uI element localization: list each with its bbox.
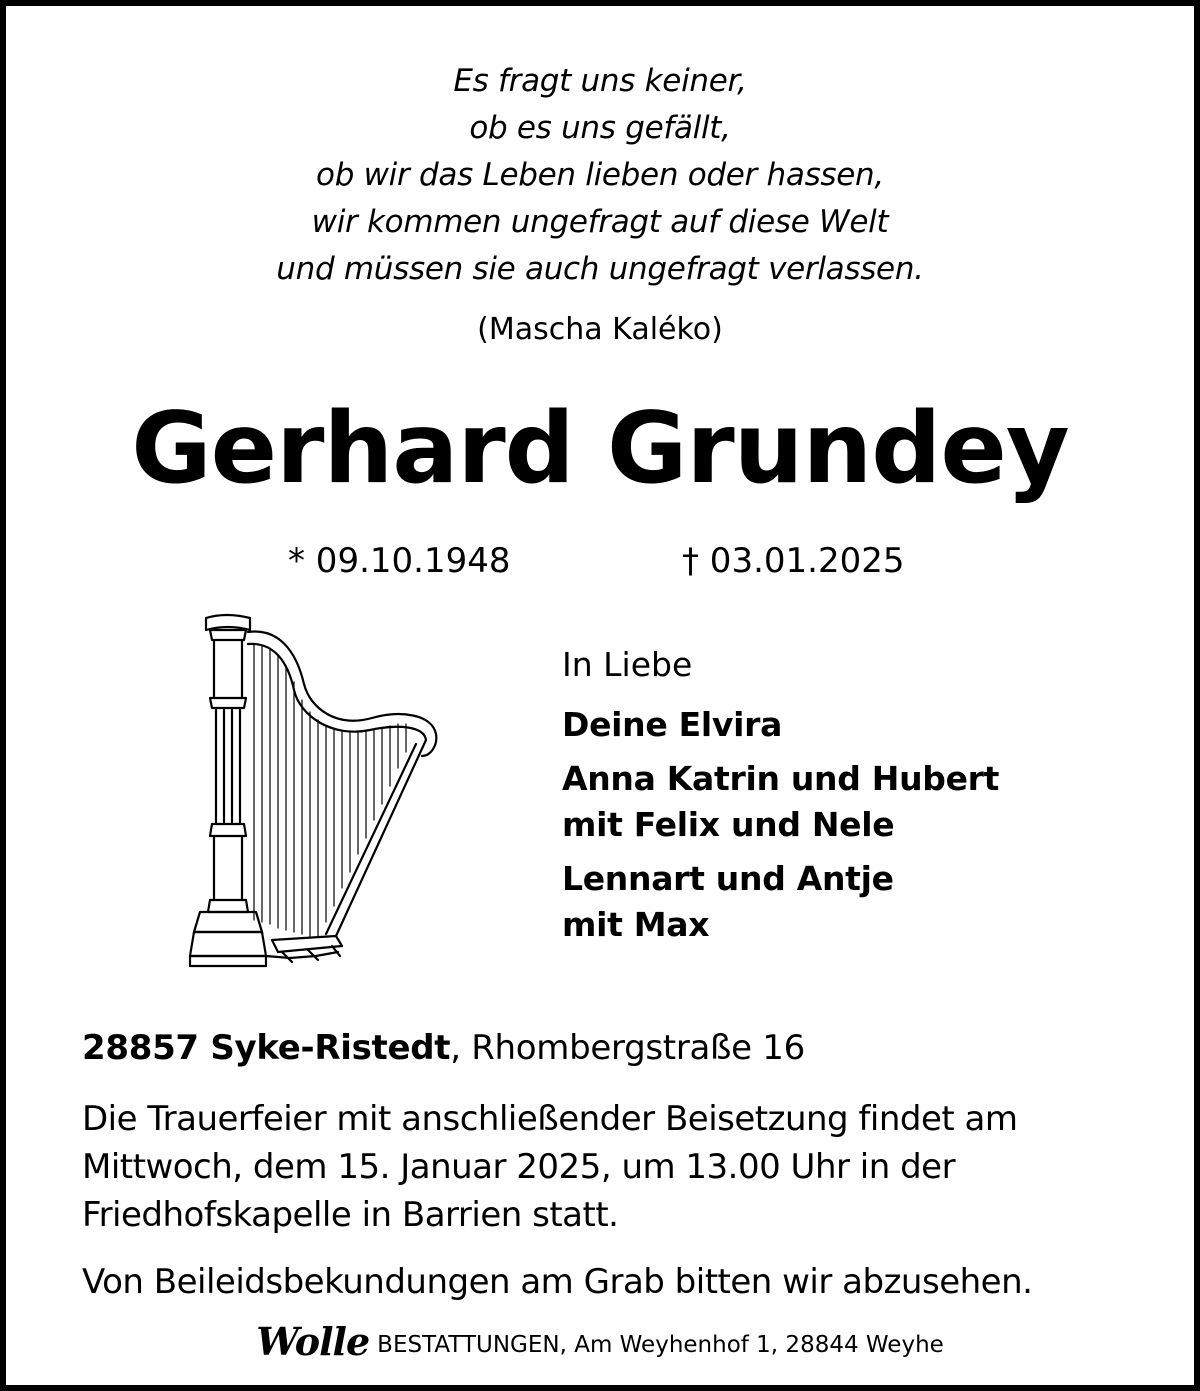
birth-date: * 09.10.1948 — [288, 541, 511, 581]
poem-line: Es fragt uns keiner, — [453, 63, 747, 99]
funeral-home-footer — [6, 1319, 1194, 1365]
mourner-group — [562, 702, 999, 748]
family-address — [82, 1025, 805, 1071]
poem-line: ob es uns gefällt, — [469, 110, 731, 146]
address-city: 28857 Syke-Ristedt — [82, 1028, 451, 1068]
ceremony-line: Friedhofskapelle in Barrien statt. — [82, 1195, 619, 1235]
ceremony-line: Die Trauerfeier mit anschließender Beisetzung findet am — [82, 1099, 1018, 1139]
mourner-name: Anna Katrin und Hubert — [562, 759, 1000, 798]
death-date: † 03.01.2025 — [682, 541, 905, 581]
poem-author: (Mascha Kaléko) — [477, 312, 723, 347]
in-liebe-label: In Liebe — [562, 645, 693, 684]
funeral-home-address: BESTATTUNGEN, Am Weyhenhof 1, 28844 Weyhe — [377, 1332, 944, 1358]
mourner-name: Deine Elvira — [562, 705, 783, 744]
mourner-group — [562, 756, 999, 848]
address-street: , Rhombergstraße 16 — [450, 1028, 805, 1068]
funeral-home-logo: Wolle — [256, 1319, 370, 1364]
mourner-name: mit Felix und Nele — [562, 805, 895, 844]
poem-line: und müssen sie auch ungefragt verlassen. — [276, 251, 924, 287]
mourner-name: mit Max — [562, 905, 710, 944]
poem — [6, 58, 1194, 293]
mourner-group — [562, 856, 999, 948]
poem-line: wir kommen ungefragt auf diese Welt — [311, 204, 889, 240]
condolence-note: Von Beileidsbekundungen am Grab bitten wir abzusehen. — [82, 1262, 1033, 1302]
harp-icon — [186, 610, 446, 982]
deceased-name: Gerhard Grundey — [131, 392, 1069, 506]
mourners — [562, 642, 999, 956]
mourner-name: Lennart und Antje — [562, 859, 894, 898]
poem-line: ob wir das Leben lieben oder hassen, — [316, 157, 884, 193]
ceremony-line: Mittwoch, dem 15. Januar 2025, um 13.00 Uhr in der — [82, 1147, 956, 1187]
ceremony-notice — [82, 1095, 1162, 1239]
